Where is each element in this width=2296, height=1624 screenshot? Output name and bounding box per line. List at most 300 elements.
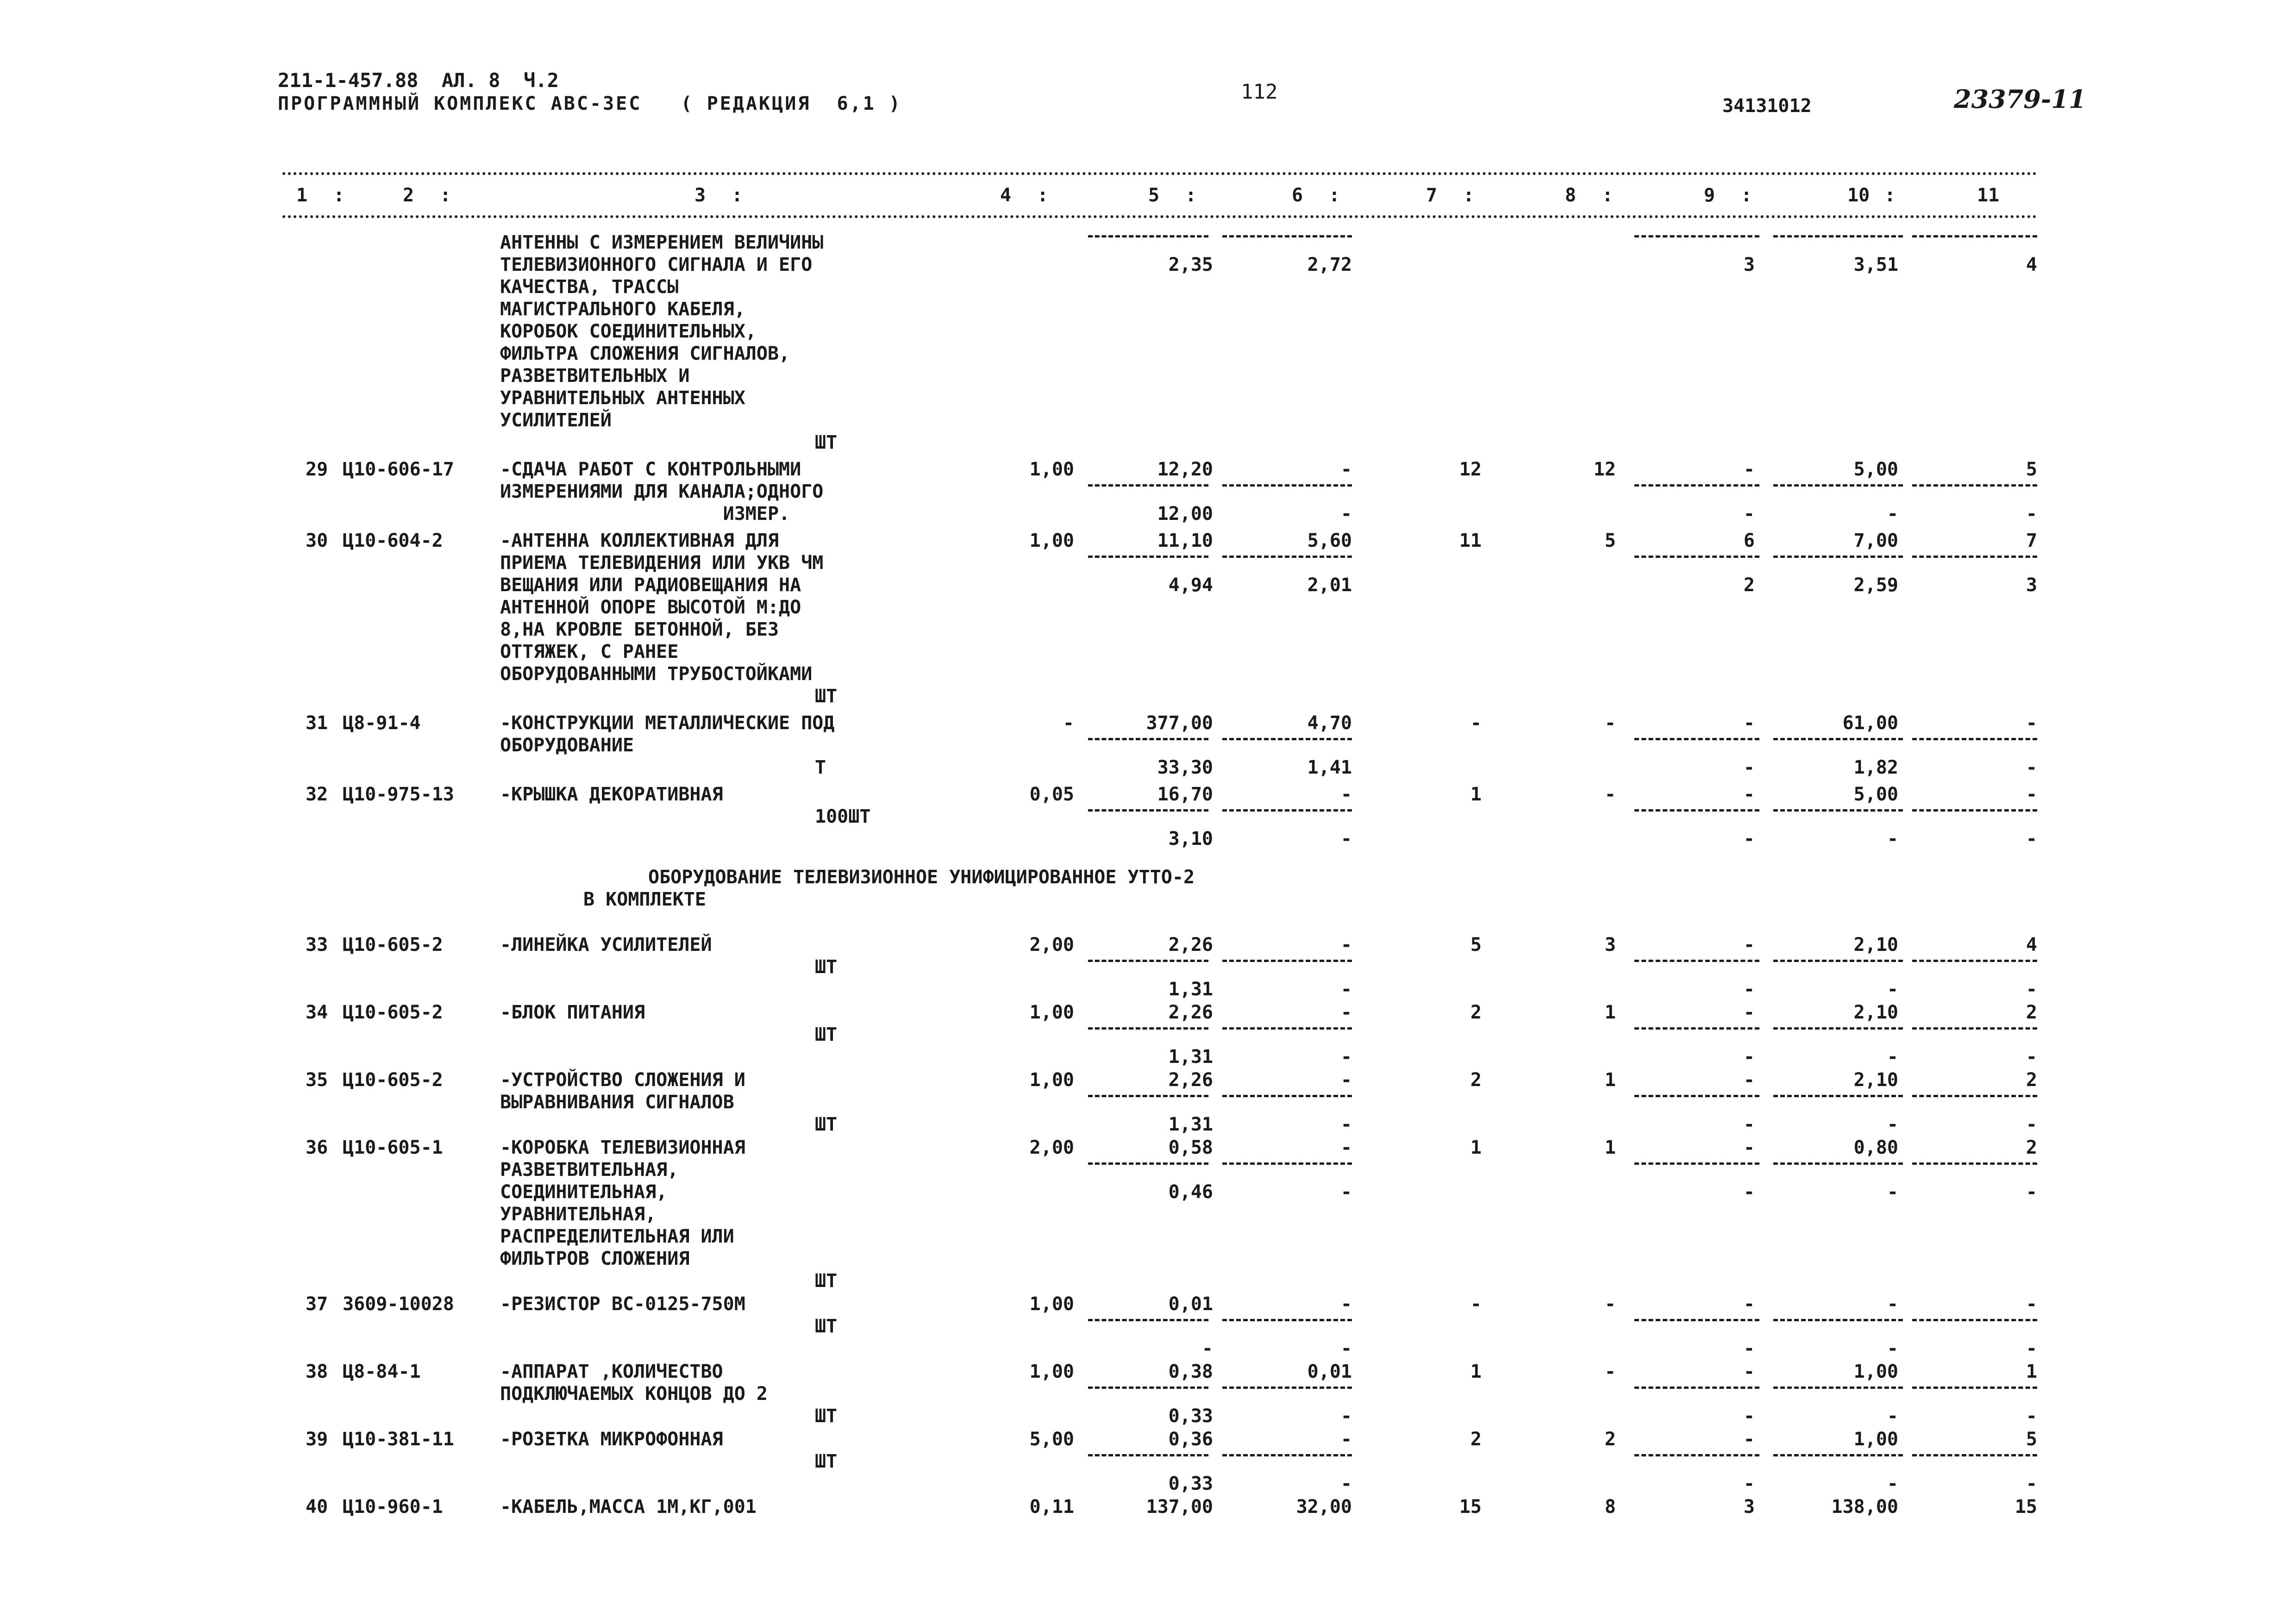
dash-col5 <box>1088 738 1208 740</box>
dash-col9 <box>1634 1095 1759 1097</box>
row-number: 33 <box>306 934 328 956</box>
row-col5-top: 0,58 <box>1168 1137 1213 1158</box>
row-description-line: -КОНСТРУКЦИИ МЕТАЛЛИЧЕСКИЕ ПОД <box>500 712 835 734</box>
row-unit: ШТ <box>815 956 838 978</box>
row-description-line: ОБОРУДОВАННЫМИ ТРУБОСТОЙКАМИ <box>500 663 813 685</box>
row-code: Ц10-605-2 <box>343 1002 443 1023</box>
row-unit: Т <box>815 757 826 778</box>
column-header-7: 7 <box>1426 185 1438 206</box>
dash-col11 <box>1912 1095 2037 1097</box>
row-col5-bottom: 0,33 <box>1168 1405 1213 1427</box>
row-col7: - <box>1470 1293 1482 1315</box>
dash-col6 <box>1222 1454 1352 1456</box>
column-separator: : <box>1741 185 1752 206</box>
document-code: 34131012 <box>1722 95 1812 117</box>
row-col8: 12 <box>1593 459 1616 480</box>
row-col5-bottom: 3,10 <box>1168 828 1213 849</box>
row-number: 35 <box>306 1069 328 1091</box>
dash-col5 <box>1088 1095 1208 1097</box>
row-col5-bottom: 0,33 <box>1168 1473 1213 1494</box>
row-col6-bottom: 2,01 <box>1307 575 1352 596</box>
row-col7: - <box>1470 712 1482 734</box>
column-separator: : <box>1329 185 1340 206</box>
dash-col6 <box>1222 1095 1352 1097</box>
dash-col11 <box>1912 1387 2037 1389</box>
row-description-line: ИЗМЕРЕНИЯМИ ДЛЯ КАНАЛА;ОДНОГО <box>500 481 824 502</box>
row-description-line: -РЕЗИСТОР ВС-0125-750М <box>500 1293 745 1315</box>
row-quantity: 1,00 <box>1029 1293 1074 1315</box>
row-col10-top: 7,00 <box>1853 530 1898 551</box>
row-col10-bottom: - <box>1887 1046 1898 1068</box>
row-quantity: 1,00 <box>1029 1069 1074 1091</box>
row-col6-top: - <box>1340 784 1352 805</box>
row-col6-bottom: - <box>1340 1405 1352 1427</box>
row-col6-bottom: - <box>1340 503 1352 525</box>
row-col11-top: 5 <box>2026 459 2037 480</box>
program-title: ПРОГРАММНЫЙ КОМПЛЕКС АВС-3ЕС ( РЕДАКЦИЯ 6,1 ) <box>278 93 902 114</box>
row-code: Ц10-605-2 <box>343 1069 443 1091</box>
row-col10-bottom: 1,82 <box>1853 757 1898 778</box>
row-col6-top: - <box>1340 1002 1352 1023</box>
row-col9-bottom: - <box>1743 1473 1755 1494</box>
row-col11-bottom: - <box>2026 828 2037 849</box>
row-col10-bottom: - <box>1887 503 1898 525</box>
row-description-line: УСИЛИТЕЛЕЙ <box>500 410 612 431</box>
row-col6-top: - <box>1340 1069 1352 1091</box>
row-description-line: ВЫРАВНИВАНИЯ СИГНАЛОВ <box>500 1092 734 1113</box>
row-col11-top: 2 <box>2026 1137 2037 1158</box>
row-description-line: УРАВНИТЕЛЬНАЯ, <box>500 1204 657 1225</box>
row-code: Ц8-91-4 <box>343 712 421 734</box>
dash-col11 <box>1912 1454 2037 1456</box>
row-col11-top: - <box>2026 784 2037 805</box>
row-col6-top: 0,01 <box>1307 1361 1352 1382</box>
dash-col11 <box>1912 556 2037 558</box>
dash-col11 <box>1912 809 2037 812</box>
dash-col6 <box>1222 809 1352 812</box>
row-col9-bottom: - <box>1743 979 1755 1000</box>
row-col6-top: - <box>1340 1293 1352 1315</box>
row-col8: - <box>1604 712 1616 734</box>
row-unit: ШТ <box>815 1024 838 1045</box>
row-col6-bottom: 1,41 <box>1307 757 1352 778</box>
row-col10-bottom: - <box>1887 979 1898 1000</box>
row-col6-top: 32,00 <box>1296 1496 1352 1518</box>
dash-col5 <box>1088 960 1208 962</box>
row-description-line: ФИЛЬТРА СЛОЖЕНИЯ СИГНАЛОВ, <box>500 343 790 364</box>
row-description-line: ПОДКЛЮЧАЕМЫХ КОНЦОВ ДО 2 <box>500 1383 768 1405</box>
dash-col9 <box>1634 1027 1759 1030</box>
row-col9-top: - <box>1743 1361 1755 1382</box>
row-col9-top: - <box>1743 1293 1755 1315</box>
column-separator: : <box>1037 185 1049 206</box>
column-header-6: 6 <box>1292 185 1303 206</box>
dash-col5 <box>1088 1027 1208 1030</box>
row-col10-bottom: - <box>1887 1338 1898 1359</box>
row-col9-top: - <box>1743 1429 1755 1450</box>
column-separator: : <box>1185 185 1197 206</box>
table-header-rule <box>282 215 2037 218</box>
row-quantity: 1,00 <box>1029 1002 1074 1023</box>
row-col10-top: 2,10 <box>1853 934 1898 956</box>
dash-col6 <box>1222 556 1352 558</box>
row-quantity: 0,11 <box>1029 1496 1074 1518</box>
dash-col10 <box>1773 1454 1903 1456</box>
dash-col6 <box>1222 235 1352 237</box>
column-separator: : <box>1463 185 1475 206</box>
row-col7: 2 <box>1470 1429 1482 1450</box>
row-col6-bottom: - <box>1340 1046 1352 1068</box>
row-code: Ц10-605-2 <box>343 934 443 956</box>
row-col9-bottom: - <box>1743 757 1755 778</box>
row-description-line: РАЗВЕТВИТЕЛЬНЫХ И <box>500 365 690 387</box>
row-description-line: УРАВНИТЕЛЬНЫХ АНТЕННЫХ <box>500 387 745 409</box>
section-title-line: ОБОРУДОВАНИЕ ТЕЛЕВИЗИОННОЕ УНИФИЦИРОВАННОЕ УТТО-2 <box>648 867 1195 888</box>
row-col10-top: 2,10 <box>1853 1069 1898 1091</box>
row-col6-top: - <box>1340 459 1352 480</box>
row-description-line: ФИЛЬТРОВ СЛОЖЕНИЯ <box>500 1248 690 1269</box>
row-col7: 1 <box>1470 1361 1482 1382</box>
dash-col10 <box>1773 1095 1903 1097</box>
dash-col9 <box>1634 1162 1759 1165</box>
column-header-11: 11 <box>1977 185 2000 206</box>
row-description-line: ПРИЕМА ТЕЛЕВИДЕНИЯ ИЛИ УКВ ЧМ <box>500 552 824 574</box>
dash-col9 <box>1634 1454 1759 1456</box>
row-number: 29 <box>306 459 328 480</box>
row-unit: ШТ <box>815 686 838 707</box>
row-description-line: -ЛИНЕЙКА УСИЛИТЕЛЕЙ <box>500 934 712 956</box>
row-col10-top: 1,00 <box>1853 1429 1898 1450</box>
column-separator: : <box>333 185 345 206</box>
dash-col5 <box>1088 1387 1208 1389</box>
row-col10-top: 5,00 <box>1853 459 1898 480</box>
row-unit: ШТ <box>815 1405 838 1427</box>
doc-code: 211-1-457.88 АЛ. 8 Ч.2 <box>278 69 559 92</box>
row-code: 3609-10028 <box>343 1293 454 1315</box>
dash-col11 <box>1912 1319 2037 1321</box>
row-col11-bottom: - <box>2026 1046 2037 1068</box>
row-col5-bottom: 1,31 <box>1168 1046 1213 1068</box>
row-col6-top: - <box>1340 1137 1352 1158</box>
row-col8: 1 <box>1604 1002 1616 1023</box>
dash-col5 <box>1088 556 1208 558</box>
row-description-line: КАЧЕСТВА, ТРАССЫ <box>500 276 679 298</box>
dash-col5 <box>1088 1162 1208 1165</box>
dash-col10 <box>1773 1027 1903 1030</box>
row-description-line: ТЕЛЕВИЗИОННОГО СИГНАЛА И ЕГО <box>500 254 813 275</box>
row-code: Ц10-604-2 <box>343 530 443 551</box>
row-col9-top: - <box>1743 784 1755 805</box>
row-col9-top: - <box>1743 1137 1755 1158</box>
row-number: 30 <box>306 530 328 551</box>
row-col11-bottom: 4 <box>2026 254 2037 275</box>
row-col11-top: - <box>2026 712 2037 734</box>
dash-col10 <box>1773 960 1903 962</box>
row-col5-bottom: 33,30 <box>1157 757 1213 778</box>
row-code: Ц10-975-13 <box>343 784 454 805</box>
row-col9-bottom: - <box>1743 1046 1755 1068</box>
row-col5-top: 12,20 <box>1157 459 1213 480</box>
dash-col10 <box>1773 484 1903 487</box>
row-col9-bottom: - <box>1743 503 1755 525</box>
row-col10-bottom: 3,51 <box>1853 254 1898 275</box>
row-unit: 100ШТ <box>815 806 871 827</box>
row-description-line: ОТТЯЖЕК, С РАНЕЕ <box>500 641 679 662</box>
row-description-line: АНТЕННОЙ ОПОРЕ ВЫСОТОЙ М:ДО <box>500 597 801 618</box>
row-number: 32 <box>306 784 328 805</box>
row-col10-top: 2,10 <box>1853 1002 1898 1023</box>
row-col6-bottom: - <box>1340 1338 1352 1359</box>
row-col10-top: 138,00 <box>1831 1496 1898 1518</box>
dash-col10 <box>1773 1319 1903 1321</box>
dash-col10 <box>1773 1387 1903 1389</box>
row-description-line: РАСПРЕДЕЛИТЕЛЬНАЯ ИЛИ <box>500 1226 734 1247</box>
row-col8: 8 <box>1604 1496 1616 1518</box>
row-description-line: РАЗВЕТВИТЕЛЬНАЯ, <box>500 1159 679 1181</box>
row-col11-bottom: - <box>2026 757 2037 778</box>
row-col6-bottom: 2,72 <box>1307 254 1352 275</box>
row-col9-bottom: - <box>1743 1405 1755 1427</box>
row-col10-top: 5,00 <box>1853 784 1898 805</box>
row-col11-bottom: - <box>2026 1114 2037 1135</box>
row-col5-bottom: 1,31 <box>1168 1114 1213 1135</box>
row-col5-top: 0,38 <box>1168 1361 1213 1382</box>
column-header-9: 9 <box>1704 185 1715 206</box>
dash-col10 <box>1773 809 1903 812</box>
row-code: Ц8-84-1 <box>343 1361 421 1382</box>
row-description-line: 8,НА КРОВЛЕ БЕТОННОЙ, БЕЗ <box>500 619 779 640</box>
row-col9-bottom: - <box>1743 1114 1755 1135</box>
row-col11-bottom: - <box>2026 1473 2037 1494</box>
row-col10-top: - <box>1887 1293 1898 1315</box>
row-col8: 5 <box>1604 530 1616 551</box>
row-col9-top: 3 <box>1743 1496 1755 1518</box>
row-quantity: 1,00 <box>1029 530 1074 551</box>
row-col8: - <box>1604 784 1616 805</box>
row-col9-top: - <box>1743 1002 1755 1023</box>
row-col7: 2 <box>1470 1069 1482 1091</box>
dash-col9 <box>1634 960 1759 962</box>
row-unit: ШТ <box>815 1270 838 1292</box>
row-col7: 1 <box>1470 1137 1482 1158</box>
dash-col9 <box>1634 1319 1759 1321</box>
row-col9-bottom: - <box>1743 828 1755 849</box>
dash-col10 <box>1773 1162 1903 1165</box>
dash-col10 <box>1773 738 1903 740</box>
row-col5-bottom: 4,94 <box>1168 575 1213 596</box>
section-title-line: В КОМПЛЕКТЕ <box>583 889 706 910</box>
row-col6-top: 4,70 <box>1307 712 1352 734</box>
row-description-line: -БЛОК ПИТАНИЯ <box>500 1002 645 1023</box>
row-col10-bottom: - <box>1887 1405 1898 1427</box>
row-col5-bottom: - <box>1201 1338 1213 1359</box>
row-col6-bottom: - <box>1340 1181 1352 1203</box>
column-header-8: 8 <box>1565 185 1577 206</box>
row-col6-bottom: - <box>1340 1473 1352 1494</box>
dash-col11 <box>1912 1027 2037 1030</box>
row-col8: 1 <box>1604 1137 1616 1158</box>
row-description-line: МАГИСТРАЛЬНОГО КАБЕЛЯ, <box>500 299 745 320</box>
row-col9-top: - <box>1743 712 1755 734</box>
row-description-line: ВЕЩАНИЯ ИЛИ РАДИОВЕЩАНИЯ НА <box>500 575 801 596</box>
dash-col11 <box>1912 235 2037 237</box>
row-code: Ц10-381-11 <box>343 1429 454 1450</box>
row-col6-top: - <box>1340 1429 1352 1450</box>
row-description-line: ОБОРУДОВАНИЕ <box>500 735 634 756</box>
row-col5-top: 0,36 <box>1168 1429 1213 1450</box>
row-col5-top: 2,26 <box>1168 1002 1213 1023</box>
column-header-10: 10 <box>1847 185 1870 206</box>
row-col11-top: 2 <box>2026 1069 2037 1091</box>
row-col7: 5 <box>1470 934 1482 956</box>
row-description-line: -КАБЕЛЬ,МАССА 1М,КГ,001 <box>500 1496 757 1518</box>
row-col10-top: 61,00 <box>1842 712 1898 734</box>
column-separator: : <box>1884 185 1896 206</box>
row-col7: 11 <box>1459 530 1482 551</box>
row-col11-bottom: - <box>2026 1338 2037 1359</box>
row-col5-top: 0,01 <box>1168 1293 1213 1315</box>
row-col6-bottom: - <box>1340 828 1352 849</box>
row-col5-top: 16,70 <box>1157 784 1213 805</box>
row-description-line: -РОЗЕТКА МИКРОФОННАЯ <box>500 1429 723 1450</box>
row-col9-bottom: - <box>1743 1338 1755 1359</box>
column-header-1: 1 <box>296 185 308 206</box>
row-col5-top: 137,00 <box>1146 1496 1213 1518</box>
row-description-line: АНТЕННЫ С ИЗМЕРЕНИЕМ ВЕЛИЧИНЫ <box>500 232 824 253</box>
dash-col6 <box>1222 484 1352 487</box>
row-number: 39 <box>306 1429 328 1450</box>
row-col5-top: 377,00 <box>1146 712 1213 734</box>
row-col10-bottom: - <box>1887 1114 1898 1135</box>
row-col6-top: - <box>1340 934 1352 956</box>
row-col11-bottom: - <box>2026 979 2037 1000</box>
row-col10-top: 0,80 <box>1853 1137 1898 1158</box>
row-col11-top: 2 <box>2026 1002 2037 1023</box>
row-col6-bottom: - <box>1340 1114 1352 1135</box>
row-col6-top: 5,60 <box>1307 530 1352 551</box>
row-number: 31 <box>306 712 328 734</box>
row-col11-bottom: - <box>2026 503 2037 525</box>
row-col11-bottom: - <box>2026 1181 2037 1203</box>
row-quantity: 2,00 <box>1029 934 1074 956</box>
row-col5-top: 11,10 <box>1157 530 1213 551</box>
row-col9-top: 6 <box>1743 530 1755 551</box>
dash-col9 <box>1634 1387 1759 1389</box>
row-number: 36 <box>306 1137 328 1158</box>
row-unit: ШТ <box>815 1451 838 1472</box>
row-col9-top: - <box>1743 459 1755 480</box>
row-col11-top: 15 <box>2014 1496 2037 1518</box>
row-col11-top: 4 <box>2026 934 2037 956</box>
row-description-line: -АНТЕННА КОЛЛЕКТИВНАЯ ДЛЯ <box>500 530 779 551</box>
row-code: Ц10-605-1 <box>343 1137 443 1158</box>
row-quantity: 0,05 <box>1029 784 1074 805</box>
row-col10-bottom: - <box>1887 828 1898 849</box>
page-number: 112 <box>1241 80 1278 104</box>
row-col7: 12 <box>1459 459 1482 480</box>
row-quantity: 2,00 <box>1029 1137 1074 1158</box>
column-header-4: 4 <box>1000 185 1012 206</box>
dash-col11 <box>1912 738 2037 740</box>
row-col7: 1 <box>1470 784 1482 805</box>
row-col11-bottom: 3 <box>2026 575 2037 596</box>
dash-col10 <box>1773 235 1903 237</box>
row-quantity: 1,00 <box>1029 459 1074 480</box>
row-col8: 1 <box>1604 1069 1616 1091</box>
row-col5-bottom: 12,00 <box>1157 503 1213 525</box>
dash-col6 <box>1222 960 1352 962</box>
dash-col11 <box>1912 960 2037 962</box>
row-col6-bottom: - <box>1340 979 1352 1000</box>
row-col11-top: 5 <box>2026 1429 2037 1450</box>
row-col8: - <box>1604 1293 1616 1315</box>
row-description-line: -УСТРОЙСТВО СЛОЖЕНИЯ И <box>500 1069 745 1091</box>
row-col7: 15 <box>1459 1496 1482 1518</box>
row-col11-top: 7 <box>2026 530 2037 551</box>
column-separator: : <box>440 185 451 206</box>
row-quantity: 1,00 <box>1029 1361 1074 1382</box>
row-col10-bottom: 2,59 <box>1853 575 1898 596</box>
row-col5-bottom: 1,31 <box>1168 979 1213 1000</box>
row-description-line: -КОРОБКА ТЕЛЕВИЗИОННАЯ <box>500 1137 745 1158</box>
dash-col5 <box>1088 1454 1208 1456</box>
dash-col5 <box>1088 1319 1208 1321</box>
dash-col5 <box>1088 235 1208 237</box>
row-col8: 2 <box>1604 1429 1616 1450</box>
row-quantity: - <box>1063 712 1074 734</box>
row-col5-top: 2,26 <box>1168 934 1213 956</box>
row-number: 40 <box>306 1496 328 1518</box>
row-description-line: КОРОБОК СОЕДИНИТЕЛЬНЫХ, <box>500 321 757 342</box>
row-description-line: ИЗМЕР. <box>500 503 790 525</box>
handwritten-number: 23379-11 <box>1954 84 2086 114</box>
row-number: 34 <box>306 1002 328 1023</box>
row-col10-bottom: - <box>1887 1473 1898 1494</box>
row-unit: ШТ <box>815 1114 838 1135</box>
dash-col5 <box>1088 484 1208 487</box>
row-col9-top: - <box>1743 1069 1755 1091</box>
row-col5-bottom: 2,35 <box>1168 254 1213 275</box>
row-quantity: 5,00 <box>1029 1429 1074 1450</box>
row-col11-bottom: - <box>2026 1405 2037 1427</box>
dash-col6 <box>1222 1319 1352 1321</box>
column-header-2: 2 <box>403 185 414 206</box>
row-col9-top: - <box>1743 934 1755 956</box>
row-code: Ц10-960-1 <box>343 1496 443 1518</box>
dash-col10 <box>1773 556 1903 558</box>
dash-col9 <box>1634 809 1759 812</box>
dash-col6 <box>1222 1162 1352 1165</box>
column-header-3: 3 <box>694 185 706 206</box>
row-description-line: -СДАЧА РАБОТ С КОНТРОЛЬНЫМИ <box>500 459 801 480</box>
dash-col9 <box>1634 556 1759 558</box>
row-col5-top: 2,26 <box>1168 1069 1213 1091</box>
column-separator: : <box>1602 185 1614 206</box>
row-col11-top: 1 <box>2026 1361 2037 1382</box>
row-col5-bottom: 0,46 <box>1168 1181 1213 1203</box>
row-col9-bottom: - <box>1743 1181 1755 1203</box>
row-col10-bottom: - <box>1887 1181 1898 1203</box>
row-col8: 3 <box>1604 934 1616 956</box>
column-header-5: 5 <box>1148 185 1160 206</box>
row-col8: - <box>1604 1361 1616 1382</box>
dash-col9 <box>1634 484 1759 487</box>
row-number: 37 <box>306 1293 328 1315</box>
row-code: Ц10-606-17 <box>343 459 454 480</box>
row-col9-bottom: 2 <box>1743 575 1755 596</box>
row-unit: ШТ <box>815 432 838 453</box>
dash-col6 <box>1222 738 1352 740</box>
